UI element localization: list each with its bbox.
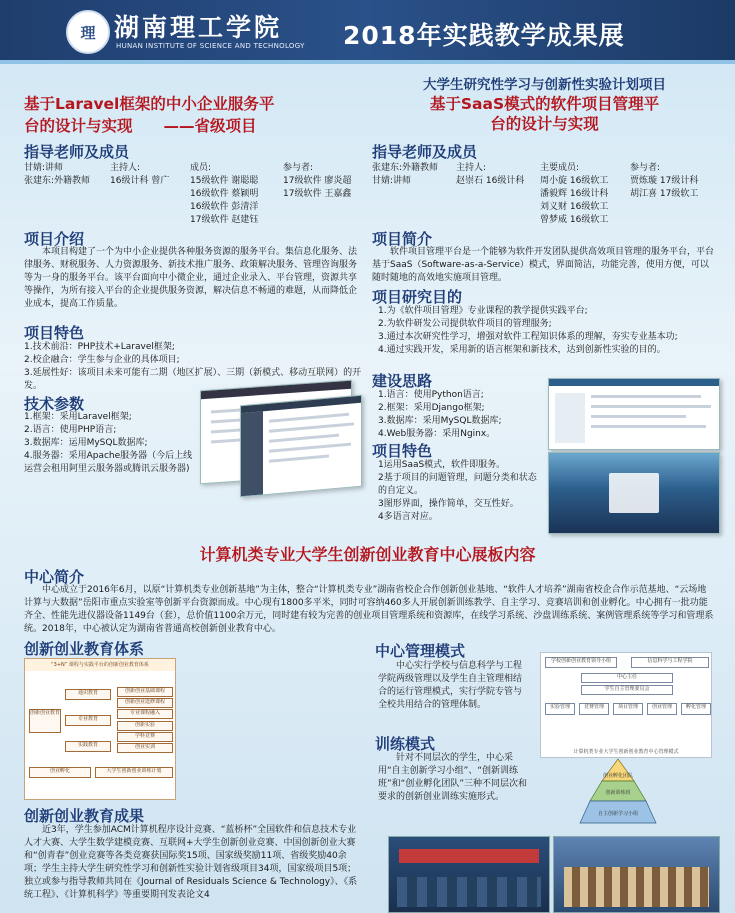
right-team-col2: [456, 162, 541, 188]
team-member: 成员:: [190, 163, 212, 173]
team-member: 17级软件 王嘉鑫: [283, 189, 352, 199]
system-node: 创新创业选修课程: [117, 698, 173, 708]
left-tech-heading: 技术参数: [24, 395, 85, 413]
photo-group: [564, 867, 709, 907]
left-screenshot-front: [240, 395, 362, 498]
team-member: 张建东:外籍教师: [372, 163, 439, 173]
right-intro-heading: 项目简介: [372, 230, 433, 248]
train-heading: 训练模式: [375, 735, 436, 753]
feature-item: 2.校企融合：学生参与企业的具体项目;: [24, 355, 180, 365]
system-node: 学科竞赛: [117, 732, 173, 742]
right-project-title: [372, 76, 717, 134]
feature-item: 3图形界面，操作简单，交互性好。: [378, 499, 519, 509]
mgmt-text: 中心实行学校与信息科学与工程学院两级管理以及学生自主管理相结合的运行管理模式，实行学院专管与全校共用结合的管理体制。: [378, 661, 523, 710]
system-chart: [24, 658, 176, 800]
left-team-heading: 指导老师及成员: [24, 143, 130, 161]
right-title-line1: 大学生研究性学习与创新性实验计划项目: [423, 77, 666, 93]
tech-item: 2.语言：使用PHP语言;: [24, 425, 117, 435]
tech-item: 1.框架：采用Laravel框架;: [24, 412, 132, 422]
system-chart-title: “3+N” 课程与实践平台的创新创业教育体系: [25, 659, 175, 671]
school-logo: [66, 10, 110, 54]
purpose-item: 4.通过实践开发，采用新的语言框架和新技术，达到创新性实验的目的。: [378, 345, 666, 355]
system-node: 专业教育: [65, 715, 111, 726]
team-member: 15级软件 谢聪聪: [190, 176, 259, 186]
team-member: 主持人:: [110, 163, 141, 173]
right-purpose-list: [378, 305, 718, 357]
left-team-col4: [283, 162, 373, 201]
purpose-item: 2.为软件研发公司提供软件项目的管理服务;: [378, 319, 552, 329]
feature-item: 3.延展性好：该项目未来可能有二期（地区扩展）、三期（新模式、移动互联网）的开发。: [24, 368, 362, 391]
left-tech-list: [24, 411, 199, 476]
right-title-line2: 基于SaaS模式的软件项目管理平: [429, 95, 660, 113]
system-node: 创业实训: [117, 743, 173, 753]
system-node: 专业课程融入: [117, 709, 173, 719]
system-heading: 创新创业教育体系: [24, 640, 145, 658]
center-intro-text: 中心成立于2016年6月，以原“计算机类专业创新基地”为主体，整合“计算机类专业”湖南省校企合作创新创业基地、“软件人才培养”湖南省校企合作示范基地、“云场地计算与大数据”岳阳市重点实验室等创新平台资源而成。中心现有1800多平米，同时可容纳460多人开展创新训练教学、自主学习、竞赛培训和创业孵化。中心拥有一批功能齐全、性能先进仪器设备1149台（套），总价值1100余万元，同时建有较为完善的创业项目管理系统和资源库，在线学习系统、沙盘训练系统、案例管理系统等学习和管理系统。2018年，中心被认定为湖南省普通高校创新创业教育中心。: [24, 585, 714, 634]
mgmt-heading: 中心管理模式: [375, 642, 466, 660]
team-member: 17级软件 廖炎超: [283, 176, 352, 186]
team-member: 周小旋 16级软工: [540, 176, 609, 186]
feature-item: 1.技术前沿：PHP技术+Laravel框架;: [24, 342, 175, 352]
photo-banner: [399, 849, 539, 863]
team-member: 曾梦威 16级软工: [540, 215, 609, 225]
mgmt-node: 学生自主管理委员会: [581, 685, 673, 695]
right-team-col1: [372, 162, 452, 188]
center-intro-heading: 中心简介: [24, 568, 85, 586]
training-pyramid: [578, 757, 658, 827]
build-item: 1.语言：使用Python语言;: [378, 390, 484, 400]
team-member: 张建东:外籍教师: [24, 176, 91, 186]
mgmt-chart-caption: 计算机类专业大学生创新创业教育中心管理模式: [573, 749, 679, 755]
team-member: 甘婧:讲师: [372, 176, 412, 186]
results-photo-2: [553, 836, 720, 913]
feature-item: 4多语言对应。: [378, 512, 438, 522]
train-text: 针对不同层次的学生，中心采用“自主创新学习小组”、“创新训练班”和“创业孵化团队”三种不同层次和要求的创新创业训练实施形式。: [378, 753, 527, 802]
team-member: 16级软件 彭清洋: [190, 202, 259, 212]
left-features-heading: 项目特色: [24, 324, 85, 342]
build-item: 2.框架：采用Django框架;: [378, 403, 485, 413]
center-title: 计算机类专业大学生创新创业教育中心展板内容: [199, 545, 536, 564]
system-node: 创新实验: [117, 721, 173, 731]
mgmt-node: 创业管理: [647, 703, 677, 715]
left-intro-text: 本项目构建了一个为中小企业提供各种服务资源的服务平台。集信息化服务、法律服务、财税服务、人力资源服务、新技术推广服务、政策解决服务、管理咨询服务等为一身的服务平台。该平台面向中小微企业，通过企业录入、平台管理，资源共享等操作，为所有接入平台的企业提供服务资源，解决信息不畅通的难题，从而降低企业成本，提高工作质量。: [24, 247, 358, 309]
mgmt-node: 项目管理: [613, 703, 643, 715]
system-node: 大学生创新创业训练计划: [95, 767, 173, 778]
mgmt-node: 孵化管理: [681, 703, 711, 715]
right-build-list: [378, 389, 548, 441]
mgmt-chart: [540, 652, 712, 758]
build-item: 3.数据库：采用MySQL数据库;: [378, 416, 502, 426]
mgmt-node: 实验管理: [545, 703, 575, 715]
team-member: 贾炼璇 17级计科: [630, 176, 699, 186]
system-node: 创新创业基础课程: [117, 687, 173, 697]
system-node: 创业孵化: [29, 767, 91, 778]
team-member: 潘毅辉 16级计科: [540, 189, 609, 199]
build-item: 4.Web服务器：采用Nginx。: [378, 429, 496, 439]
left-team-col2: [110, 162, 190, 188]
left-project-title: [24, 93, 369, 137]
team-member: 赵崇石 16级计科: [456, 176, 525, 186]
left-intro-heading: 项目介绍: [24, 230, 85, 248]
right-team-col3: [540, 162, 625, 227]
right-screenshot-top: [548, 378, 720, 450]
tech-item: 3.数据库：运用MySQL数据库;: [24, 438, 148, 448]
school-name-en: HUNAN INSTITUTE OF SCIENCE AND TECHNOLOGY: [116, 42, 305, 50]
school-name: 湖南理工学院: [114, 13, 283, 42]
feature-item: 2基于项目的问题管理，问题分类和状态的自定义。: [378, 473, 537, 496]
team-member: 参与者:: [630, 163, 661, 173]
expo-title: 2018年实践教学成果展: [343, 21, 625, 50]
mgmt-node: 信息科学与工程学院: [631, 657, 709, 668]
team-member: 16级软件 蔡颖明: [190, 189, 259, 199]
mgmt-node: 中心主任: [581, 673, 673, 683]
team-member: 主持人:: [456, 163, 487, 173]
purpose-item: 3.通过本次研究性学习，增强对软件工程知识体系的理解，夯实专业基本功;: [378, 332, 678, 342]
team-member: 胡江喜 17级软工: [630, 189, 699, 199]
right-purpose-heading: 项目研究目的: [372, 288, 463, 306]
left-team-col3: [190, 162, 280, 227]
purpose-item: 1.为《软件项目管理》专业课程的教学提供实践平台;: [378, 306, 588, 316]
pyramid-label-base: 自主创新学习小组: [597, 811, 639, 817]
mgmt-node: 学校创新创业教育领导小组: [545, 657, 617, 668]
right-features-list: [378, 459, 538, 524]
right-build-heading: 建设思路: [372, 372, 433, 390]
right-team-col4: [630, 162, 720, 201]
team-member: 刘义财 16级软工: [540, 202, 609, 212]
results-photo-1: [388, 836, 550, 913]
left-title-line2: 台的设计与实现 ——省级项目: [24, 117, 257, 135]
right-team-heading: 指导老师及成员: [372, 143, 478, 161]
team-member: 16级计科 曾广: [110, 176, 170, 186]
right-title-line3: 台的设计与实现: [490, 115, 599, 133]
pyramid-label-top: 创业孵化团队: [602, 773, 634, 779]
left-title-line1: 基于Laravel框架的中小企业服务平: [24, 95, 275, 113]
right-screenshot-login: [548, 452, 720, 534]
login-panel: [609, 473, 659, 513]
pyramid-label-middle: 创新训练班: [605, 790, 631, 796]
right-features-heading: 项目特色: [372, 442, 433, 460]
feature-item: 1运用SaaS模式，软件即服务。: [378, 460, 506, 470]
photo-crowd: [397, 877, 541, 907]
team-member: 主要成员:: [540, 163, 580, 173]
logo-glyph: 理: [80, 23, 96, 42]
mgmt-node: 竞赛管理: [579, 703, 609, 715]
right-intro-text: 软件项目管理平台是一个能够为软件开发团队提供高效项目管理的服务平台，平台基于SaaS（Software-as-a-Service）模式，界面简洁，功能完善，使用方便，可以随时随地的高效地实施项目管理。: [372, 247, 715, 283]
system-node: 实践教育: [65, 741, 111, 752]
system-node: 通识教育: [65, 689, 111, 700]
system-node: 创新创业教育: [29, 709, 61, 733]
tech-item: 4.服务器：采用Apache服务器（今后上线运营会租用阿里云服务器或腾讯云服务器): [24, 451, 193, 474]
results-text: 近3年，学生参加ACM计算机程序设计竞赛、“蓝桥杯”全国软件和信息技术专业人才大赛、大学生数学建模竞赛、互联网+大学生创新创业竞赛、中国创新创业大赛和“创青春”创业竞赛等各类竞赛获国际奖15项、国家级奖励11项、省级奖励40余项；学生主持大学生研究性学习和创新性实验计划省级项目34项，国家级项目5项；独立或参与指导教师共同在《Journal of Residuals Science & Technology》、《系统工程》、《计算机科学》等重要期刊发表论文4: [24, 825, 358, 900]
results-heading: 创新创业教育成果: [24, 807, 145, 825]
left-team-col1: [24, 162, 104, 188]
team-member: 甘婧:讲师: [24, 163, 64, 173]
team-member: 17级软件 赵建钰: [190, 215, 259, 225]
team-member: 参与者:: [283, 163, 314, 173]
